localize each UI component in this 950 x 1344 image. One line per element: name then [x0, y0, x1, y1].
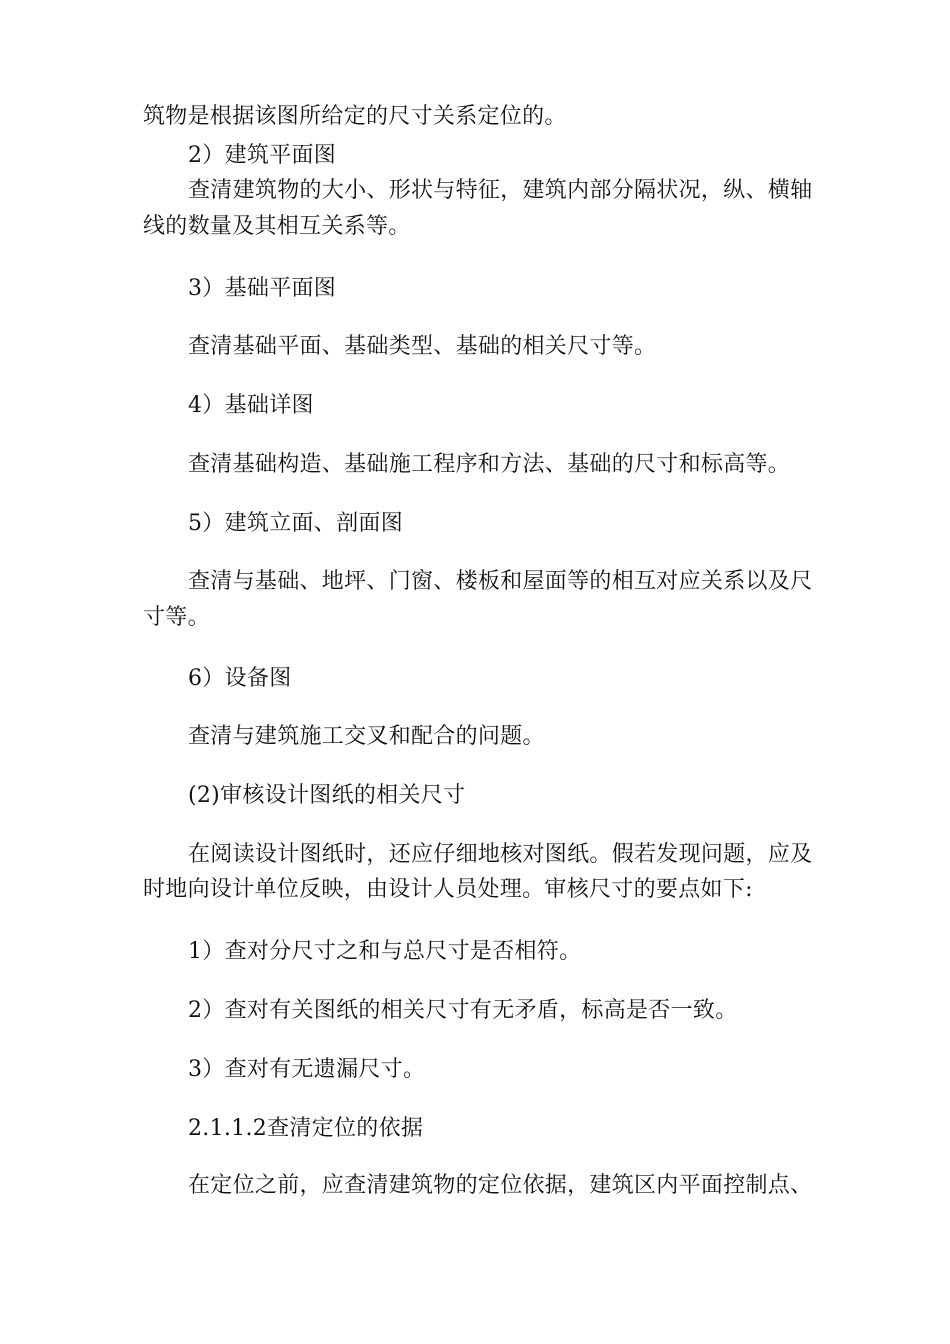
text-line: 查清与基础、地坪、门窗、楼板和屋面等的相互对应关系以及尺	[188, 569, 813, 594]
list-heading: 3）基础平面图	[188, 276, 337, 301]
text-line: 时地向设计单位反映，由设计人员处理。审核尺寸的要点如下:	[143, 877, 753, 902]
text-line: 筑物是根据该图所给定的尺寸关系定位的。	[143, 104, 567, 129]
list-item: 2）查对有关图纸的相关尺寸有无矛盾，标高是否一致。	[188, 998, 738, 1023]
text-line: 查清基础平面、基础类型、基础的相关尺寸等。	[188, 334, 657, 359]
text-line: 在阅读设计图纸时，还应仔细地核对图纸。假若发现问题，应及	[188, 842, 813, 867]
list-heading: 4）基础详图	[188, 393, 314, 418]
text-line: 在定位之前，应查清建筑物的定位依据，建筑区内平面控制点、	[188, 1173, 813, 1198]
text-line: 寸等。	[143, 605, 210, 630]
section-heading: (2)审核设计图纸的相关尺寸	[188, 783, 466, 808]
text-line: 查清与建筑施工交叉和配合的问题。	[188, 724, 545, 749]
list-item: 3）查对有无遗漏尺寸。	[188, 1057, 426, 1082]
list-heading: 2）建筑平面图	[188, 143, 337, 168]
text-line: 线的数量及其相互关系等。	[143, 214, 411, 239]
section-heading: 2.1.1.2查清定位的依据	[188, 1116, 424, 1141]
text-line: 查清建筑物的大小、形状与特征，建筑内部分隔状况，纵、横轴	[188, 178, 813, 203]
list-item: 1）查对分尺寸之和与总尺寸是否相符。	[188, 939, 582, 964]
list-heading: 6）设备图	[188, 666, 292, 691]
text-line: 查清基础构造、基础施工程序和方法、基础的尺寸和标高等。	[188, 452, 791, 477]
list-heading: 5）建筑立面、剖面图	[188, 511, 403, 536]
